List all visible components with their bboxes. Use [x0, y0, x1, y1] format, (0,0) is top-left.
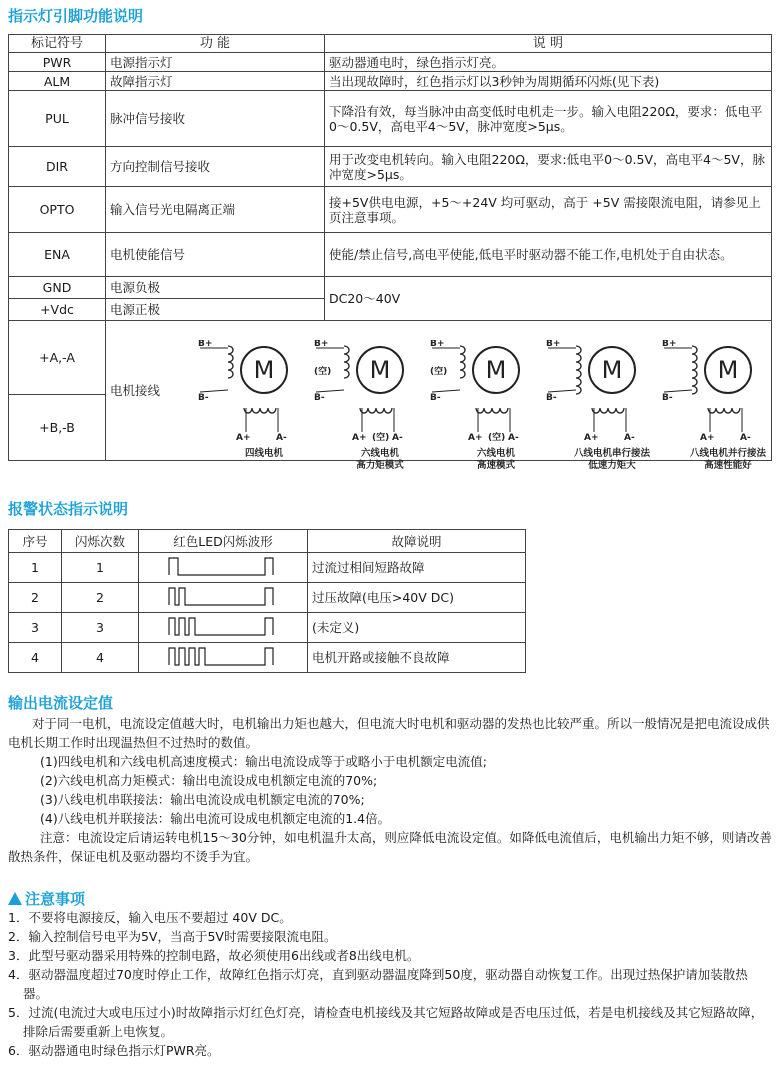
- lead-label: B+: [430, 340, 445, 349]
- note-item: 1．不要将电源接反，输入电压不要超过 40V DC。: [8, 910, 292, 925]
- alarm-waveform: [139, 553, 308, 583]
- lead-label: A+: [236, 433, 251, 443]
- note-item: 6．驱动器通电时绿色指示灯PWR亮。: [8, 1043, 220, 1058]
- wiring-caption: 低速力矩大: [588, 460, 636, 471]
- section-title-alarm: 报警状态指示说明: [8, 500, 129, 518]
- alarm-no: 4: [9, 643, 62, 673]
- pin-symbol: PWR: [9, 53, 106, 72]
- wiring-caption: 高速性能好: [704, 460, 752, 471]
- alarm-waveform: [139, 643, 308, 673]
- alarm-description: 电机开路或接触不良故障: [308, 643, 526, 673]
- note-item: 3．此型号驱动器采用特殊的控制电路，故必须使用6出线或者8出线电机。: [8, 948, 420, 963]
- motor-diagram-3: [430, 340, 519, 471]
- alarm-no: 2: [9, 583, 62, 613]
- lead-label: A-: [508, 433, 519, 443]
- col-header-description: 说 明: [325, 35, 772, 53]
- pin-symbol: DIR: [9, 147, 106, 187]
- pin-description: 下降沿有效，每当脉冲由高变低时电机走一步。输入电阻220Ω，要求：低电平0～0.5V，高电平4～5V，脉冲宽度>5μs。: [325, 91, 772, 147]
- pin-symbol: +B,-B: [9, 395, 106, 461]
- note-item: 4．驱动器温度超过70度时停止工作，故障红色指示灯亮，直到驱动器温度降到50度，驱动器自动恢复工作。出现过热保护请加装散热器。: [8, 967, 748, 1001]
- lead-label: B-: [662, 393, 673, 403]
- lead-label: B-: [198, 393, 209, 403]
- pin-description: DC20～40V: [325, 277, 772, 321]
- pin-function: 故障指示灯: [106, 72, 325, 91]
- current-item: (4)八线电机并联接法：输出电流可设成电机额定电流的1.4倍。: [40, 811, 391, 826]
- pin-description: 用于改变电机转向。输入电阻220Ω，要求:低电平0～0.5V，高电平4～5V，脉冲宽度>5μs。: [325, 147, 772, 187]
- current-text-block: [8, 714, 772, 866]
- note-item: 5．过流(电流过大或电压过小)时故障指示灯红色灯亮，请检查电机接线及其它短路故障或是否电压过低，若是电机接线及其它短路故障，排除后需要重新上电恢复。: [8, 1005, 764, 1039]
- lead-label: A-: [276, 433, 287, 443]
- col-header-fault: 故障说明: [308, 530, 526, 553]
- pin-symbol: PUL: [9, 91, 106, 147]
- current-item: (2)六线电机高力矩模式：输出电流设成电机额定电流的70%;: [40, 773, 378, 788]
- lead-label: A-: [392, 433, 403, 443]
- motor-diagram-1: [198, 340, 287, 459]
- wiring-caption: 六线电机: [476, 448, 516, 459]
- warning-icon: [8, 892, 22, 905]
- motor-diagram-2: [314, 340, 404, 471]
- pin-symbol: OPTO: [9, 187, 106, 233]
- pin-function: 脉冲信号接收: [106, 91, 325, 147]
- lead-label: A+: [468, 433, 483, 443]
- lead-label: B+: [314, 340, 329, 349]
- col-header-no: 序号: [9, 530, 62, 553]
- section-title-notes: [8, 888, 85, 909]
- empty-lead-label: (空): [430, 367, 448, 377]
- section-title-pin-functions: 指示灯引脚功能说明: [8, 7, 144, 25]
- pin-description: 驱动器通电时，绿色指示灯亮。: [325, 53, 772, 72]
- col-header-symbol: 标记符号: [9, 35, 106, 53]
- col-header-function: 功 能: [106, 35, 325, 53]
- col-header-waveform: 红色LED闪烁波形: [139, 530, 308, 553]
- notes-title-text: 注意事项: [25, 890, 86, 908]
- blink-waveform: [161, 643, 285, 669]
- alarm-row: [9, 613, 526, 643]
- lead-label: B+: [546, 340, 561, 349]
- pin-function: 电源指示灯: [106, 53, 325, 72]
- motor-letter: M: [601, 356, 623, 384]
- lead-label: A+: [700, 433, 715, 443]
- pin-description: 使能/禁止信号,高电平使能,低电平时驱动器不能工作,电机处于自由状态。: [325, 233, 772, 277]
- alarm-count: 4: [62, 643, 139, 673]
- pin-function: 输入信号光电隔离正端: [106, 187, 325, 233]
- empty-lead-label: (空): [314, 367, 332, 377]
- lead-label: B-: [430, 393, 441, 403]
- alarm-row: [9, 583, 526, 613]
- alarm-count: 1: [62, 553, 139, 583]
- alarm-description: 过流过相间短路故障: [308, 553, 526, 583]
- empty-lead-label: (空): [372, 433, 390, 443]
- pin-symbol: +A,-A: [9, 321, 106, 395]
- alarm-description: (未定义): [308, 613, 526, 643]
- current-paragraph: 对于同一电机，电流设定值越大时，电机输出力矩也越大，但电流大时电机和驱动器的发热也比较严重。所以一般情况是把电流设成供电机长期工作时出现温热但不过热时的数值。: [8, 716, 770, 750]
- pin-symbol: GND: [9, 277, 106, 299]
- alarm-waveform: [139, 583, 308, 613]
- alarm-count: 3: [62, 613, 139, 643]
- pin-function: 电源负极: [106, 277, 325, 299]
- alarm-row: [9, 643, 526, 673]
- motor-diagram-4: [546, 340, 650, 471]
- blink-waveform: [161, 613, 285, 639]
- pin-function: 电机接线: [106, 321, 325, 461]
- pin-function: 方向控制信号接收: [106, 147, 325, 187]
- lead-label: B-: [546, 393, 557, 403]
- col-header-count: 闪烁次数: [62, 530, 139, 553]
- section-title-current: 输出电流设定值: [8, 694, 114, 712]
- pin-function: 电源正极: [106, 299, 325, 321]
- lead-label: A-: [740, 433, 751, 443]
- current-item: (1)四线电机和六线电机高速度模式：输出电流设成等于或略小于电机额定电流值;: [40, 754, 487, 769]
- alarm-count: 2: [62, 583, 139, 613]
- alarm-no: 3: [9, 613, 62, 643]
- motor-letter: M: [253, 356, 275, 384]
- lead-label: A+: [352, 433, 367, 443]
- notes-list: [8, 908, 772, 1060]
- lead-label: A-: [624, 433, 635, 443]
- motor-letter: M: [717, 356, 739, 384]
- lead-label: B+: [662, 340, 677, 349]
- pin-function: 电机使能信号: [106, 233, 325, 277]
- alarm-no: 1: [9, 553, 62, 583]
- pin-symbol: ALM: [9, 72, 106, 91]
- alarm-waveform: [139, 613, 308, 643]
- pin-symbol: ENA: [9, 233, 106, 277]
- alarm-table: [8, 529, 526, 673]
- current-item: (3)八线电机串联接法：输出电流设成电机额定电流的70%;: [40, 792, 365, 807]
- motor-letter: M: [369, 356, 391, 384]
- pin-description: 接+5V供电电源，+5～+24V 均可驱动，高于 +5V 需接限流电阻，请参见上页注意事项。: [325, 187, 772, 233]
- wiring-caption: 八线电机并行接法: [689, 448, 767, 459]
- blink-waveform: [161, 553, 285, 579]
- pin-symbol: +Vdc: [9, 299, 106, 321]
- empty-lead-label: (空): [488, 433, 506, 443]
- note-item: 2．输入控制信号电平为5V，当高于5V时需要接限流电阻。: [8, 929, 337, 944]
- alarm-row: [9, 553, 526, 583]
- lead-label: A+: [584, 433, 599, 443]
- blink-waveform: [161, 583, 285, 609]
- lead-label: B+: [198, 340, 213, 349]
- alarm-description: 过压故障(电压>40V DC): [308, 583, 526, 613]
- wiring-caption: 八线电机串行接法: [573, 448, 651, 459]
- wiring-caption: 四线电机: [244, 448, 284, 459]
- lead-label: B-: [314, 393, 325, 403]
- pin-description: 当出现故障时，红色指示灯以3秒钟为周期循环闪烁(见下表): [325, 72, 772, 91]
- wiring-caption: 六线电机: [360, 448, 400, 459]
- current-note: 注意：电流设定后请运转电机15～30分钟，如电机温升太高，则应降低电流设定值。如降低电流值后，电机输出力矩不够，则请改善散热条件，保证电机及驱动器均不烫手为宜。: [8, 830, 772, 864]
- wiring-caption: 高力矩模式: [356, 460, 404, 471]
- motor-diagram-5: [662, 340, 766, 471]
- motor-letter: M: [485, 356, 507, 384]
- motor-wiring-diagram: [186, 340, 772, 478]
- wiring-caption: 高速模式: [476, 460, 516, 471]
